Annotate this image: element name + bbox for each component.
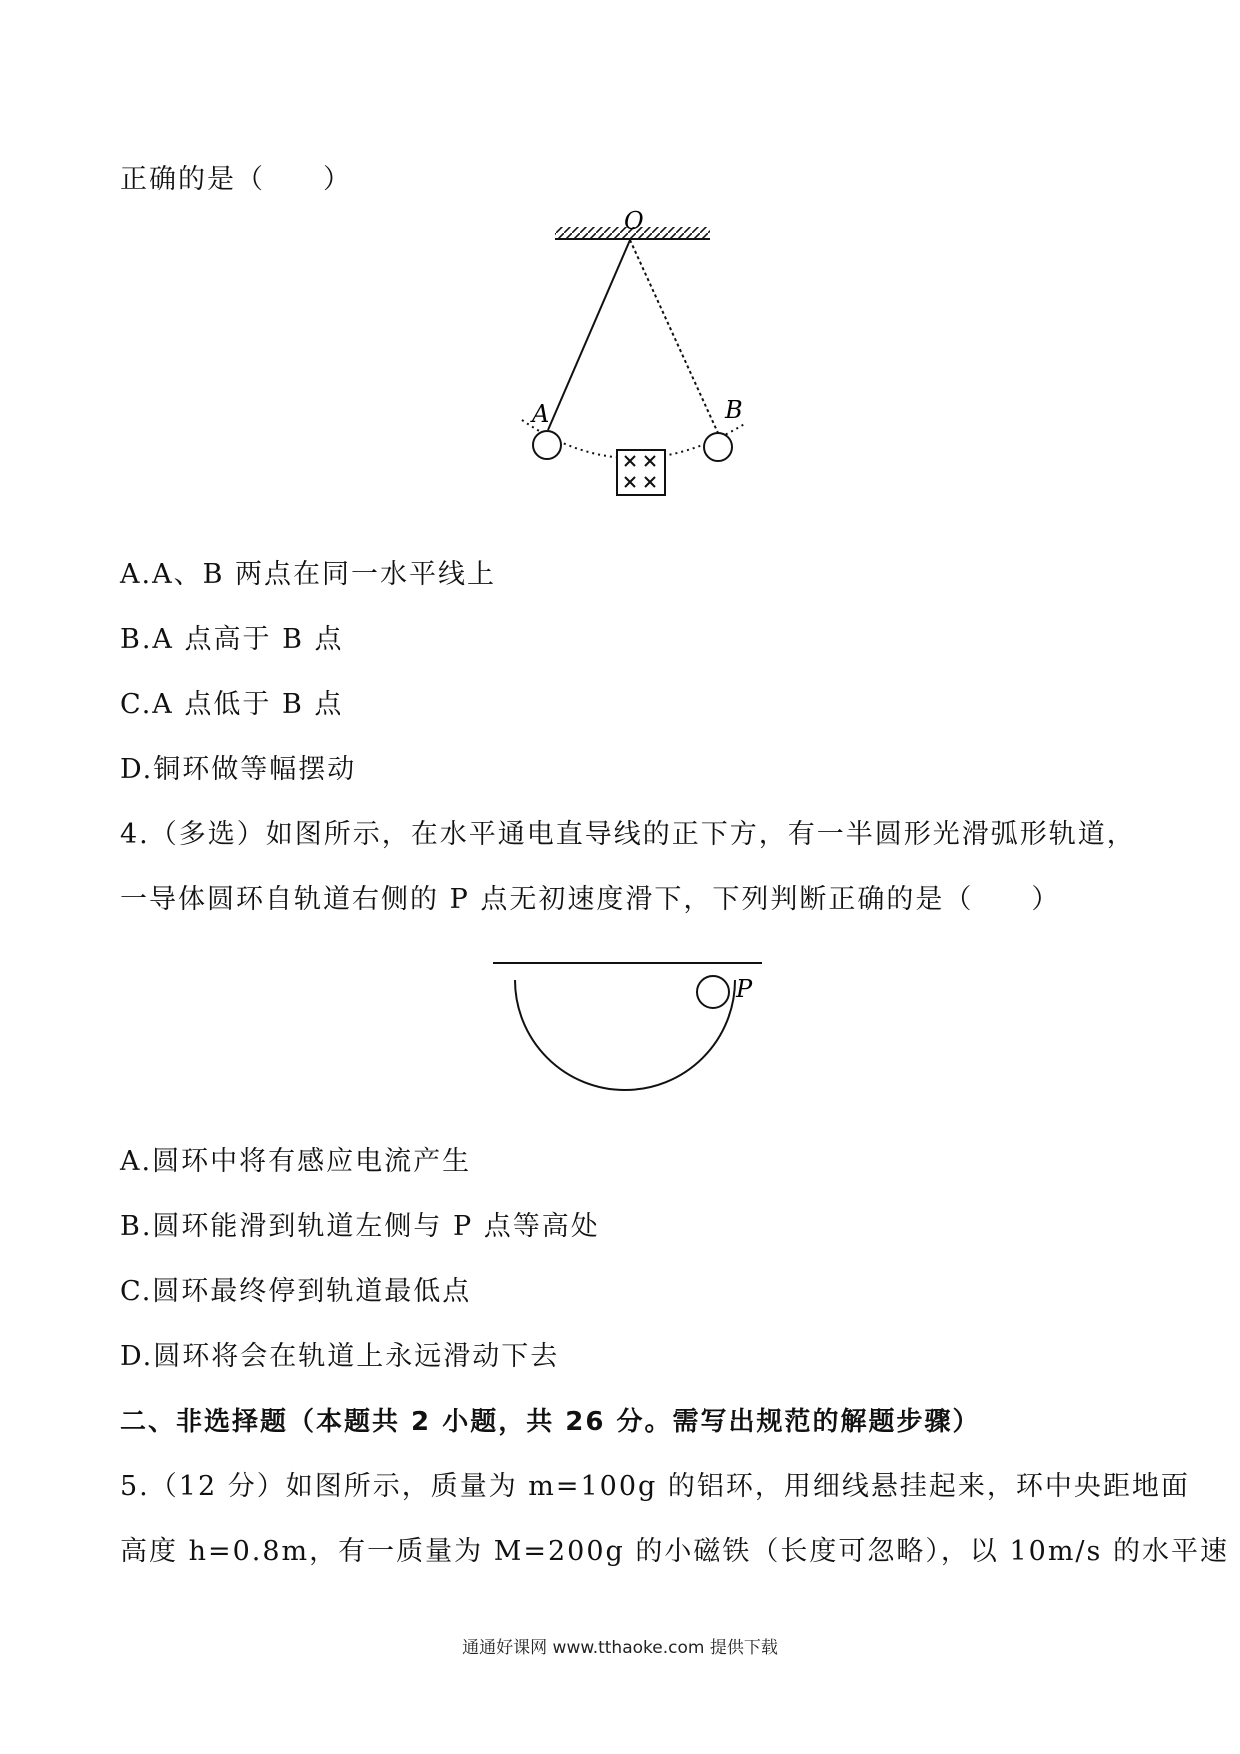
q3-pendulum-figure [500, 207, 750, 515]
q4-option-b: B.圆环能滑到轨道左侧与 P 点等高处 [120, 1211, 600, 1242]
ring-at-b [704, 433, 732, 461]
q3-option-b: B.A 点高于 B 点 [120, 624, 344, 655]
q4-track-figure [490, 955, 780, 1105]
q3-option-c: C.A 点低于 B 点 [120, 689, 344, 720]
ring-at-p [697, 976, 729, 1008]
q4-option-d: D.圆环将会在轨道上永远滑动下去 [120, 1341, 560, 1372]
magnetic-field-box [617, 450, 665, 495]
q5-stem-line1: 5.（12 分）如图所示，质量为 m=100g 的铝环，用细线悬挂起来，环中央距地面 [120, 1471, 1190, 1502]
ring-at-a [533, 431, 561, 459]
page-footer: 通通好课网 www.tthaoke.com 提供下载 [462, 1638, 778, 1658]
q3-stem-tail: 正确的是（ ） [120, 164, 352, 195]
q3-option-d: D.铜环做等幅摆动 [120, 754, 357, 785]
q4-stem-line2: 一导体圆环自轨道右侧的 P 点无初速度滑下，下列判断正确的是（ ） [120, 884, 1061, 915]
string-to-a [548, 240, 630, 430]
q4-stem-line1: 4.（多选）如图所示，在水平通电直导线的正下方，有一半圆形光滑弧形轨道， [120, 819, 1136, 850]
label-p: P [736, 975, 753, 1003]
section2-heading: 二、非选择题（本题共 2 小题，共 26 分。需写出规范的解题步骤） [120, 1407, 981, 1437]
label-a: A [532, 400, 550, 428]
label-b: B [725, 396, 743, 424]
label-o: O [624, 207, 644, 235]
q4-option-a: A.圆环中将有感应电流产生 [120, 1146, 472, 1177]
string-to-b [630, 240, 718, 433]
q3-option-a: A.A、B 两点在同一水平线上 [120, 559, 497, 590]
q5-stem-line2: 高度 h=0.8m，有一质量为 M=200g 的小磁铁（长度可忽略），以 10m/s 的水平速 [120, 1536, 1229, 1567]
q4-option-c: C.圆环最终停到轨道最低点 [120, 1276, 472, 1307]
